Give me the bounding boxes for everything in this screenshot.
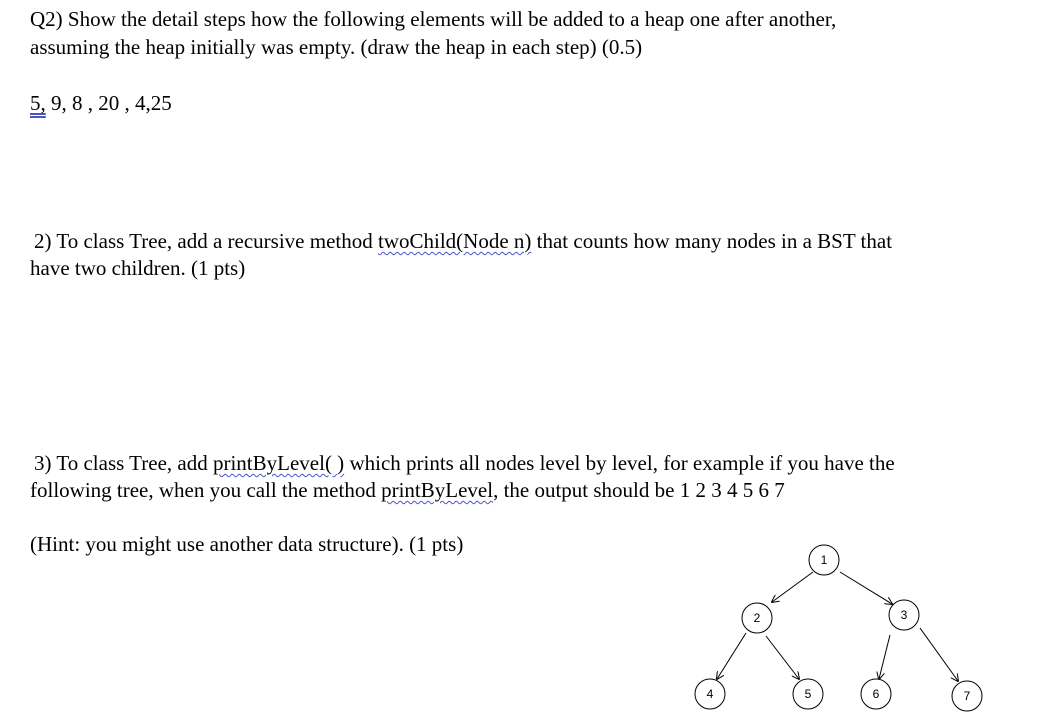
tree-node-4 (695, 679, 725, 709)
task3-line-1 (34, 450, 895, 476)
edge-1-2 (772, 572, 813, 602)
task2-method: twoChild(Node n) (377, 229, 532, 253)
task3-method: printByLevel( ) (212, 451, 345, 475)
task2-line-1 (34, 228, 892, 254)
task3-line2-suffix: , the output should be 1 2 3 4 5 6 7 (493, 478, 785, 502)
edge-2-4 (717, 633, 746, 679)
tree-node-label: 7 (963, 689, 971, 703)
tree-node-label: 1 (820, 553, 828, 567)
q2-line-2: assuming the heap initially was empty. (draw the heap in each step) (0.5) (30, 35, 643, 59)
edge-3-7 (920, 628, 958, 681)
tree-node-label: 2 (753, 611, 761, 625)
task2-prefix: 2) To class Tree, add a recursive method (34, 229, 378, 253)
task3-line2-method: printByLevel (381, 478, 494, 502)
tree-node-label: 5 (804, 687, 812, 701)
tree-node-5 (793, 679, 823, 709)
tree-node-6 (861, 679, 891, 709)
edge-1-3 (840, 572, 892, 604)
q2-line-1: Q2) Show the detail steps how the following elements will be added to a heap one after another, (30, 7, 837, 31)
element-first: 5 (30, 91, 41, 115)
task2-suffix: that counts how many nodes in a BST that (531, 229, 893, 253)
tree-node-label: 6 (872, 687, 880, 701)
binary-tree-figure (680, 540, 1000, 720)
tree-node-2 (742, 603, 772, 633)
tree-node-1 (809, 545, 839, 575)
tree-node-label: 3 (900, 608, 908, 622)
task3-line2-prefix: following tree, when you call the method (30, 478, 382, 502)
task2-line-2: have two children. (1 pts) (30, 256, 246, 280)
task3-prefix: 3) To class Tree, add (34, 451, 213, 475)
task3-line-2 (30, 477, 785, 503)
tree-node-7 (952, 681, 982, 711)
edge-2-5 (766, 636, 799, 679)
task3-hint: (Hint: you might use another data structure). (1 pts) (30, 532, 464, 556)
edge-3-6 (879, 635, 890, 679)
heap-elements (30, 90, 172, 116)
elements-rest: 9, 8 , 20 , 4,25 (45, 91, 172, 115)
element-comma: , (40, 91, 46, 115)
task3-suffix: which prints all nodes level by level, for example if you have the (344, 451, 895, 475)
tree-node-3 (889, 600, 919, 630)
tree-node-label: 4 (706, 687, 714, 701)
